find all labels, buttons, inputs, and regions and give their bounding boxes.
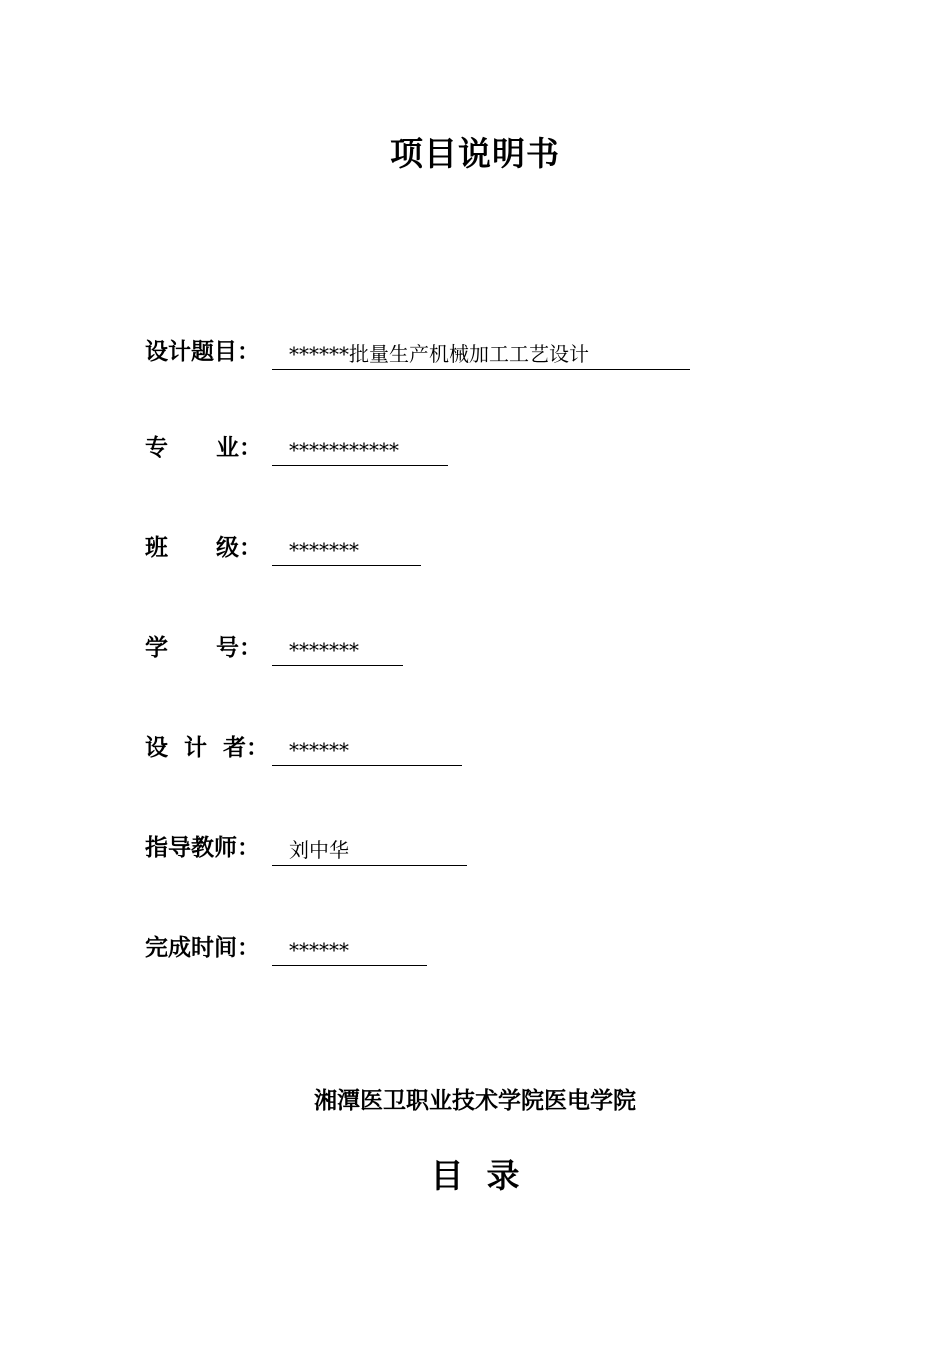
page-title: 项目说明书 [390,134,560,173]
field-value: ******* [289,638,359,662]
field-label: 设计题目： [145,338,260,365]
field-value: ****** [289,738,349,762]
field-underline [272,931,427,966]
field-value: ****** [289,938,349,962]
field-underline [272,731,462,766]
field-label: 班 级： [145,534,263,561]
field-underline [272,531,421,566]
school-name: 湘潭医卫职业技术学院医电学院 [314,1087,636,1114]
field-value: ******* [289,538,359,562]
field-underline [272,335,690,370]
field-value: *********** [289,438,399,462]
field-value: 刘中华 [289,838,349,862]
field-label: 专 业： [145,434,263,461]
field-value: ******批量生产机械加工工艺设计 [289,342,589,366]
field-label: 完成时间： [145,934,260,961]
field-label: 指导教师： [145,834,260,861]
field-label: 设 计 者： [145,734,270,761]
field-underline [272,631,403,666]
field-underline [272,431,448,466]
field-underline [272,831,467,866]
field-label: 学 号： [145,634,263,661]
toc-heading: 目 录 [430,1156,520,1195]
